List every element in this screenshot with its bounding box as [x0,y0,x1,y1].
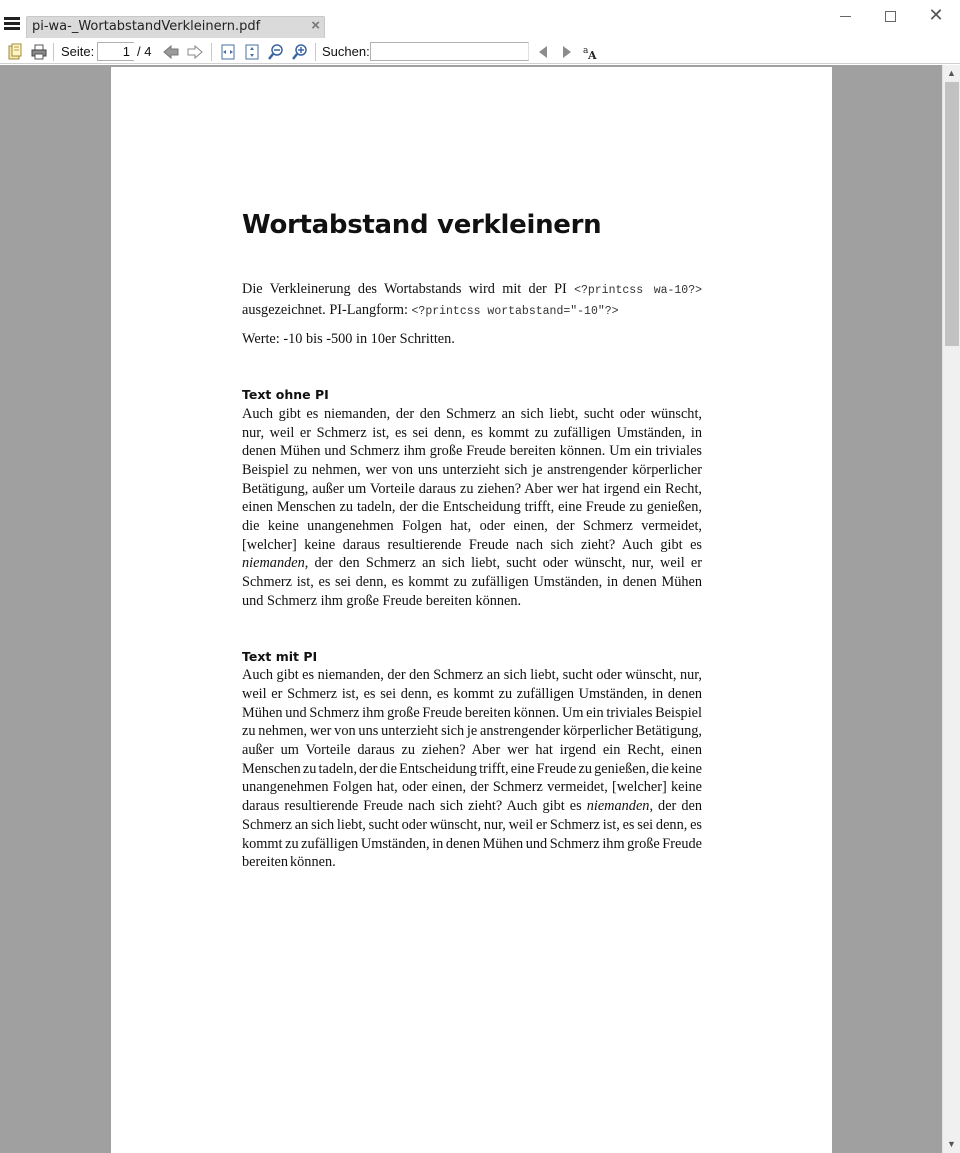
values-paragraph: Werte: -10 bis -500 in 10er Schritten. [242,331,455,348]
section-text [242,405,702,611]
search-input[interactable] [370,42,529,61]
vertical-scrollbar[interactable] [942,65,960,1153]
search-next-icon[interactable] [560,43,574,61]
toolbar-separator [211,43,212,61]
section-text-emphasis: niemanden [586,798,650,815]
match-case-icon[interactable] [582,43,600,61]
section-text-part: , der den Schmerz an sich liebt, sucht oder wünscht, nur, weil er Schmerz ist, es sei denn, es kommt zu zufälligen Umständen, in denen Mühen und Schmerz ihm große Freude bereiten können. [242,798,702,871]
pi-code-short: <?printcss wa-10?> [574,284,702,297]
svg-text:a: a [583,46,589,56]
pdf-page [111,67,832,1153]
page-total: / 4 [137,44,152,59]
minimize-icon [840,16,851,17]
scroll-down-icon[interactable]: ▼ [947,1139,956,1149]
zoom-in-icon[interactable] [291,43,309,61]
title-bar [0,0,960,40]
page-content [242,207,702,872]
section-heading: Text mit PI [242,648,318,664]
section-text-emphasis: niemanden [242,555,305,572]
intro-text: Die Verkleinerung des Wortabstands wird mit der PI [242,281,575,297]
scroll-thumb[interactable] [945,82,959,346]
open-file-icon[interactable] [6,43,24,61]
tab-title: pi-wa-_WortabstandVerkleinern.pdf [32,19,261,34]
toolbar [0,40,960,64]
zoom-out-icon[interactable] [267,43,285,61]
minimize-button[interactable] [830,4,860,26]
section-heading: Text ohne PI [242,387,329,403]
section-text-part: Auch gibt es niemanden, der den Schmerz an sich liebt, sucht oder wünscht, nur, weil er Schmerz ist, es sei denn, es kommt zu zufälligen Umständen, in denen Mühen und Schmerz ihm große Freude bereiten können. Um ein triviales Beispiel zu nehmen, wer von uns unterzieht sich je anstrengender körperlicher Betätigung, außer um Vorteile daraus zu ziehen? Aber wer hat irgend ein Recht, einen Menschen zu tadeln, der die Entscheidung trifft, eine Freude zu genießen, die keine unangenehmen Folgen hat, oder einen, der Schmerz vermeidet, [welcher] keine daraus resultierende Freude nach sich zieht? Auch gibt es [242,405,702,553]
maximize-icon [885,11,896,22]
section-text-part: , der den Schmerz an sich liebt, sucht oder wünscht, nur, weil er Schmerz ist, es sei denn, es kommt zu zufälligen Umständen, in denen Mühen und Schmerz ihm große Freude bereiten können. [242,555,702,609]
section-text-part: Auch gibt es niemanden, der den Schmerz an sich liebt, sucht oder wünscht, nur, weil er Schmerz ist, es sei denn, es kommt zu zufälligen Umständen, in denen Mühen und Schmerz ihm große Freude bereiten können. Um ein triviales Beispiel zu nehmen, wer von uns unterzieht sich je anstrengender körperlicher Betätigung, außer um Vorteile daraus zu ziehen? Aber wer hat irgend ein Recht, einen Menschen zu tadeln, der die Entscheidung trifft, eine Freude zu genießen, die keine unangenehmen Folgen hat, oder einen, der Schmerz vermeidet, [welcher] keine daraus resultierende Freude nach sich zieht? Auch gibt es [242,667,702,815]
maximize-button[interactable] [875,4,905,26]
prev-page-icon[interactable] [162,43,180,61]
next-page-icon[interactable] [186,43,204,61]
fit-page-icon[interactable] [243,43,261,61]
document-tab[interactable] [26,16,325,38]
page-number-input[interactable]: 1 [97,42,134,61]
print-icon[interactable] [30,43,48,61]
svg-text:A: A [588,49,597,61]
page-label: Seite: [61,44,95,59]
intro-text: ausgezeichnet. PI-Langform: [242,301,412,318]
search-label: Suchen: [322,44,370,59]
document-title: Wortabstand verkleinern [242,210,602,240]
hamburger-menu-icon[interactable] [4,17,20,33]
section-text [242,666,702,872]
toolbar-separator [53,43,54,61]
scroll-up-icon[interactable]: ▲ [947,68,956,78]
tab-close-icon[interactable]: × [311,17,320,34]
pi-code-long: <?printcss wortabstand="-10"?> [411,304,619,318]
search-prev-icon[interactable] [536,43,550,61]
fit-width-icon[interactable] [219,43,237,61]
close-window-button[interactable]: ✕ [928,5,944,25]
intro-paragraph [242,280,702,321]
document-viewer[interactable] [0,65,942,1153]
toolbar-separator [315,43,316,61]
